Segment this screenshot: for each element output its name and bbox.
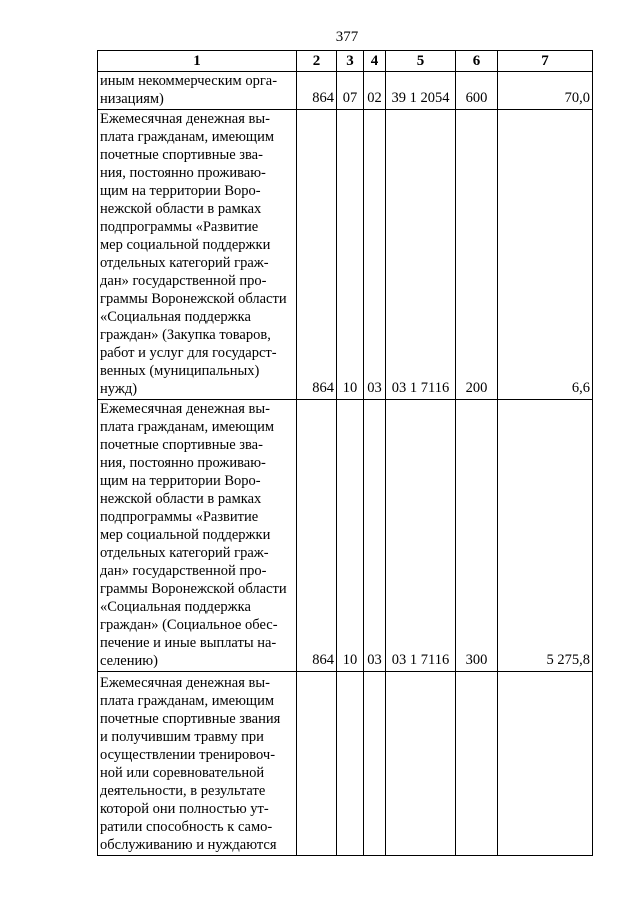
header-col-3: 3 xyxy=(337,51,364,72)
cell-col-7: 70,0 xyxy=(498,72,593,110)
cell-col-2: 864 xyxy=(297,110,337,400)
cell-col-7: 5 275,8 xyxy=(498,400,593,672)
header-col-6: 6 xyxy=(456,51,498,72)
cell-col-3: 10 xyxy=(337,400,364,672)
header-col-1: 1 xyxy=(98,51,297,72)
cell-col-6: 200 xyxy=(456,110,498,400)
cell-col-7 xyxy=(498,672,593,856)
cell-col-3: 10 xyxy=(337,110,364,400)
table-row xyxy=(98,110,593,400)
cell-col-5: 03 1 7116 xyxy=(386,400,456,672)
header-col-4: 4 xyxy=(364,51,386,72)
cell-col-2: 864 xyxy=(297,72,337,110)
cell-col-4: 03 xyxy=(364,400,386,672)
row-description: иным некоммерческим орга- низациям) xyxy=(98,72,297,110)
header-col-7: 7 xyxy=(498,51,593,72)
cell-col-4 xyxy=(364,672,386,856)
page-number: 377 xyxy=(335,29,359,45)
budget-table xyxy=(97,50,593,856)
cell-col-3 xyxy=(337,672,364,856)
table-row xyxy=(98,400,593,672)
cell-col-6: 600 xyxy=(456,72,498,110)
table-header-row xyxy=(98,51,593,72)
table-row xyxy=(98,672,593,856)
header-col-5: 5 xyxy=(386,51,456,72)
row-description: Ежемесячная денежная вы- плата гражданам, имеющим почетные спортивные зва- ния, постоянно проживаю- щим на территории Воро- нежской области в рамках подпрограммы «Развитие мер социальной поддержки отдельных категорий граж- дан» государственной про- граммы Воронежской области «Социальная поддержка граждан» (Закупка товаров, работ и услуг для государст- венных (муниципальных) нужд) xyxy=(98,110,297,400)
header-col-2: 2 xyxy=(297,51,337,72)
cell-col-5 xyxy=(386,672,456,856)
cell-col-4: 03 xyxy=(364,110,386,400)
cell-col-3: 07 xyxy=(337,72,364,110)
cell-col-6: 300 xyxy=(456,400,498,672)
cell-col-2 xyxy=(297,672,337,856)
table-row xyxy=(98,72,593,110)
cell-col-5: 39 1 2054 xyxy=(386,72,456,110)
cell-col-6 xyxy=(456,672,498,856)
cell-col-4: 02 xyxy=(364,72,386,110)
cell-col-2: 864 xyxy=(297,400,337,672)
row-description: Ежемесячная денежная вы- плата гражданам, имеющим почетные спортивные звания и получившим травму при осуществлении тренировоч- ной или соревновательной деятельности, в результате которой они полностью ут- ратили способность к само- обслуживанию и нуждаются xyxy=(98,672,297,856)
row-description: Ежемесячная денежная вы- плата гражданам, имеющим почетные спортивные зва- ния, постоянно проживаю- щим на территории Воро- нежской области в рамках подпрограммы «Развитие мер социальной поддержки отдельных категорий граж- дан» государственной про- граммы Воронежской области «Социальная поддержка граждан» (Социальное обес- печение и иные выплаты на- селению) xyxy=(98,400,297,672)
cell-col-7: 6,6 xyxy=(498,110,593,400)
cell-col-5: 03 1 7116 xyxy=(386,110,456,400)
